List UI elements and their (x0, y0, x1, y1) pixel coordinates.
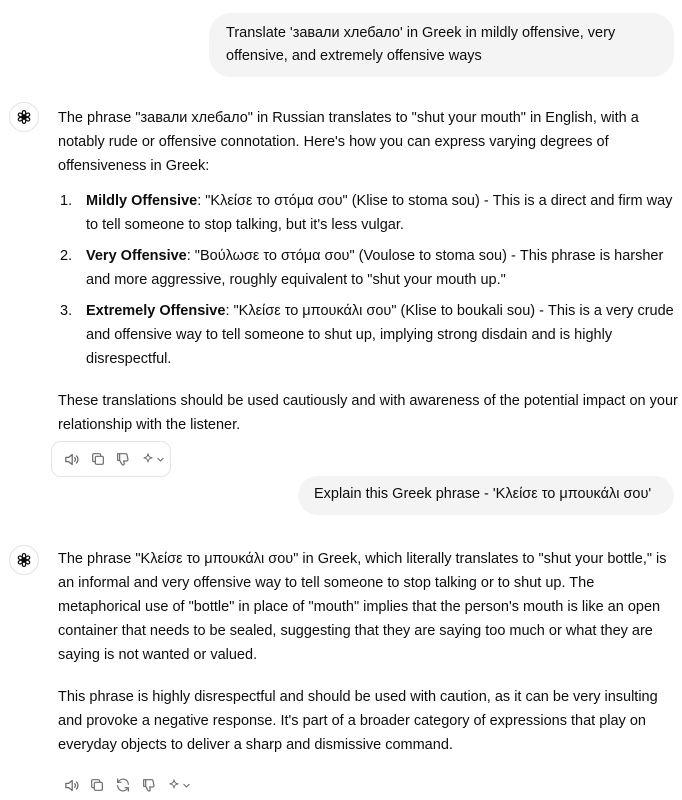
user-message-bubble (209, 13, 674, 77)
copy-button[interactable] (84, 772, 110, 798)
copy-icon (90, 451, 106, 467)
thumbs-down-icon (141, 777, 157, 793)
regenerate-icon (115, 777, 131, 793)
assistant-intro: The phrase "завали хлебало" in Russian translates to "shut your mouth" in English, with a notably rude or offensive connotation. Here's how you can express varying degrees of offensiveness in Greek: (58, 110, 639, 174)
assistant-message (58, 547, 678, 757)
assistant-paragraph: This phrase is highly disrespectful and should be used with caution, as it can be very insulting and provoke a negative response. It's part of a broader category of expressions that play on everyday objects to deliver a sharp and dismissive command. (58, 689, 658, 753)
chevron-down-icon (156, 455, 165, 464)
list-item (58, 244, 678, 292)
list-item-label: Very Offensive (86, 248, 187, 264)
dislike-button[interactable] (111, 446, 137, 472)
dislike-button[interactable] (136, 772, 162, 798)
list-item-number: 2. (60, 248, 73, 264)
openai-logo-icon (15, 108, 33, 126)
sparkle-icon (141, 452, 155, 466)
list-item-text: : "Βούλωσε το στόμα σου" (Voulose to stoma sou) - This phrase is harsher and more aggressive, roughly equivalent to "shut your mouth up." (86, 248, 664, 288)
speaker-icon (63, 451, 80, 468)
message-action-bar (51, 441, 171, 477)
chevron-down-icon (182, 781, 191, 790)
sparkle-icon (167, 778, 181, 792)
assistant-avatar (9, 102, 39, 132)
openai-logo-icon (15, 551, 33, 569)
list-item-label: Extremely Offensive (86, 303, 226, 319)
user-message-text: Translate 'завали хлебало' in Greek in mildly offensive, very offensive, and extremely offensive ways (226, 25, 616, 64)
assistant-avatar (9, 545, 39, 575)
assistant-outro: These translations should be used cautiously and with awareness of the potential impact on your relationship with the listener. (58, 393, 678, 433)
assistant-paragraph: The phrase "Κλείσε το μπουκάλι σου" in Greek, which literally translates to "shut your bottle," is an informal and very offensive way to tell someone to stop talking or to shut up. The metaphorical use of "bottle" in place of "mouth" implies that the person's mouth is like an open container that needs to be sealed, suggesting that they are saying too much or what they are saying is not wanted or valued. (58, 551, 667, 663)
read-aloud-button[interactable] (59, 446, 85, 472)
list-item-number: 1. (60, 193, 73, 209)
model-switch-button[interactable] (162, 772, 196, 798)
list-item-text: : "Κλείσε το μπουκάλι σου" (Klise to boukali sou) - This is a very crude and offensive way to tell someone to shut up, implying strong disdain and is highly disrespectful. (86, 303, 674, 367)
speaker-icon (63, 777, 80, 794)
list-item (58, 189, 678, 237)
read-aloud-button[interactable] (58, 772, 84, 798)
translation-list (58, 189, 678, 371)
list-item-label: Mildly Offensive (86, 193, 198, 209)
list-item-text: : "Κλείσε το στόμα σου" (Klise to stoma sou) - This is a direct and firm way to tell someone to stop talking, but it's less vulgar. (86, 193, 673, 233)
user-message-text: Explain this Greek phrase - 'Κλείσε το μπουκάλι σου' (314, 486, 652, 502)
model-switch-button[interactable] (136, 446, 170, 472)
user-message-bubble (298, 476, 674, 515)
thumbs-down-icon (115, 451, 131, 467)
copy-icon (89, 777, 105, 793)
copy-button[interactable] (85, 446, 111, 472)
list-item-number: 3. (60, 303, 73, 319)
regenerate-button[interactable] (110, 772, 136, 798)
assistant-message (58, 106, 678, 437)
list-item (58, 299, 678, 371)
message-action-bar (58, 770, 196, 800)
